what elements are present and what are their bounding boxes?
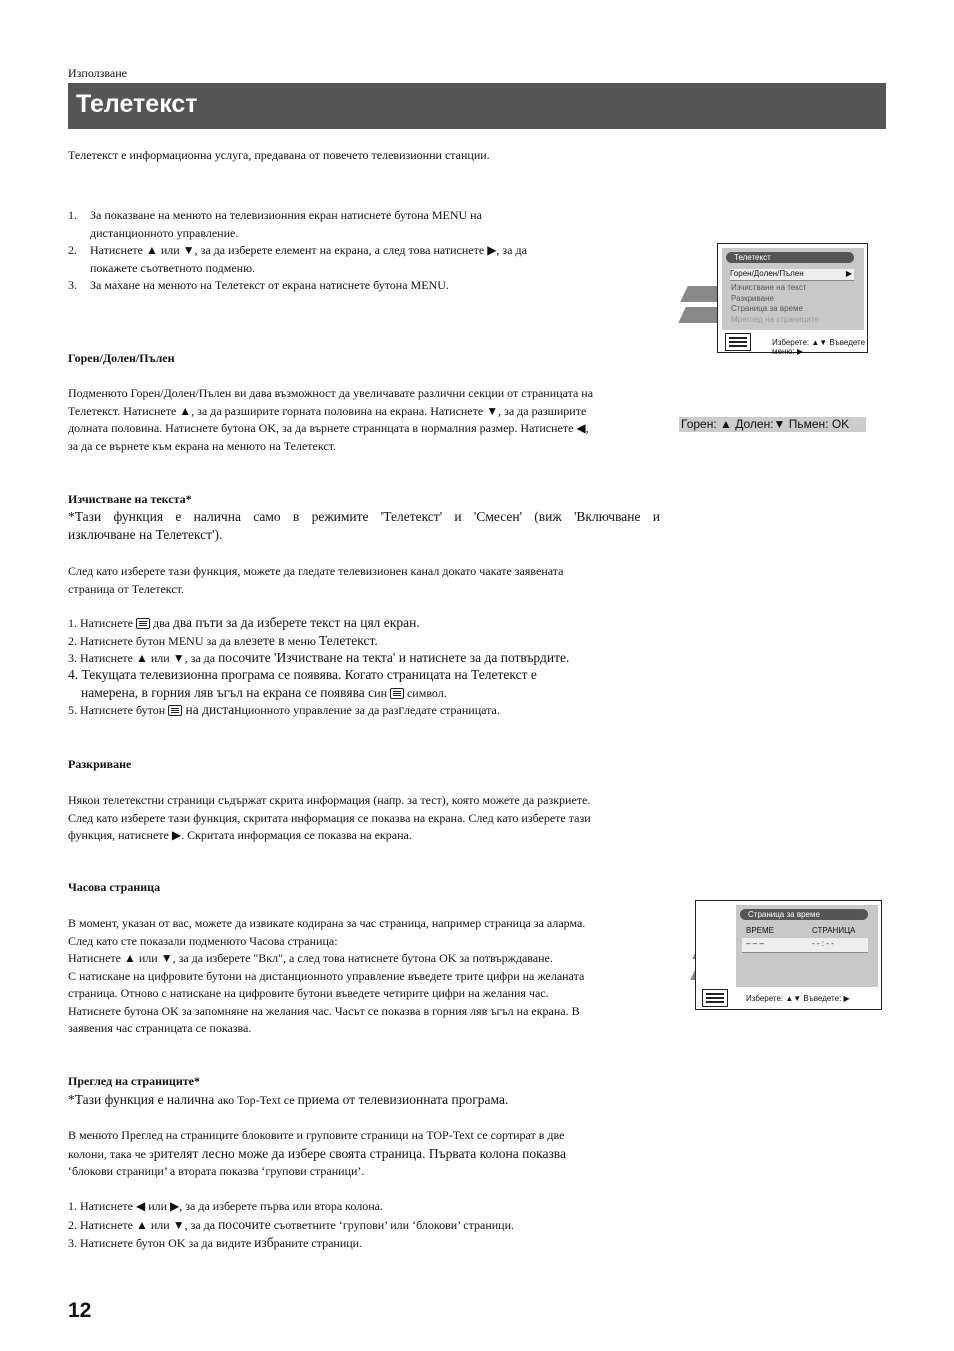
pages-note: *Тази функция е налична ако Top-Text се приема от телевизионната програма.: [68, 1092, 509, 1107]
clock-page-illustration: [690, 900, 882, 1010]
time-value: – – –: [746, 939, 764, 948]
clear-note-l1: *Тази функция е налична само в режимите 'Телетекст' и 'Смесен' (виж 'Включване и: [68, 509, 660, 524]
intro-text: Телетекст е информационна услуга, предавана от повечето телевизионни станции.: [68, 148, 490, 162]
teletext-menu: [717, 243, 868, 356]
arrow-right-icon: ▶: [845, 269, 852, 278]
page-title: Телетекст: [76, 90, 198, 118]
pages-steps: 1. Натиснете ◀ или ▶, за да изберете първа или втора колона. 2. Натиснете ▲ или ▼, за да посочите съответните ‘групови’ или ‘блокови’ страници. 3. Натиснете бутон OK за да видите избраните страници.: [68, 1199, 515, 1250]
teletext-icon: [725, 333, 751, 351]
menu-item[interactable]: Разкриване: [731, 294, 774, 303]
menu-footer: Изберете: ▲▼ Въведете: ▶: [746, 994, 850, 1003]
zoom-text: Подменюто Горен/Долен/Пълен ви дава възможност да увеличавате различни секции от страницата на Телетекст. Натиснете ▲, за да разширите горната половина на екрана. Натиснете ▼, за да разширите долната половина. Натиснете бутона OK, за да върнете страницата в нормалния размер. Натиснете ◀, за да се върнете към екрана на менюто на Телетекст.: [68, 386, 594, 453]
menu-title: Телетекст: [726, 252, 854, 263]
list-item: 2. Натиснете ▲ или ▼, за да изберете елемент на екрана, а след това натиснете ▶, за да покажете съответното подменю.: [68, 243, 527, 275]
menu-item-selected[interactable]: Горен/Долен/Пълен ▶: [730, 269, 854, 281]
clear-note-l2: изключване на Телетекст').: [68, 527, 223, 542]
heading-pages: Преглед на страниците*: [68, 1074, 200, 1088]
teletext-button-icon: [168, 705, 182, 716]
teletext-button-icon: [136, 618, 150, 629]
menu-item[interactable]: Изчистване на текст: [731, 283, 807, 292]
page-value: - - : - -: [812, 939, 834, 948]
teletext-symbol-icon: [390, 688, 404, 699]
teletext-menu-illustration: [676, 243, 868, 356]
heading-zoom: Горен/Долен/Пълен: [68, 351, 175, 365]
title-bar: [68, 83, 886, 129]
menu-item[interactable]: Страница за време: [731, 304, 803, 313]
reveal-text: Някои телетекстни страници съдържат скрита информация (напр. за тест), която можете да разкриете. След като изберете тази функция, скритата информация се показва на екрана. След като изберете тази функция, натиснете ▶. Скритата информация се показва на екрана.: [68, 793, 591, 842]
list-item: 3. За махане на менюто на Телетекст от екрана натиснете бутона MENU.: [68, 278, 449, 292]
heading-reveal: Разкриване: [68, 757, 132, 771]
page-number: 12: [68, 1299, 92, 1322]
menu-footer: Изберете: ▲▼ Въведете меню: ▶: [772, 338, 866, 356]
time-column-label: ВРЕМЕ: [746, 926, 775, 935]
clear-steps: 1. Натиснете два два пъти за да изберете текст на цял екран. 2. Натиснете бутон MENU за да влезете в меню Телетекст. 3. Натиснете ▲ или ▼, за да посочите 'Изчистване на текта' и натиснете за да потвърдите. 4. Текущата телевизионна програма се появява. Когато страницата на Телетекст е намерена, в горния ляв ъгъл на екрана се появява син символ. 5. Натиснете бутон на дистанционното управление за да разгледате страницата.: [68, 615, 570, 717]
clock-page-menu: [695, 900, 882, 1010]
teletext-icon: [702, 989, 728, 1007]
list-item: 1. За показване на менюто на телевизионния екран натиснете бутона MENU на дистанционното управление.: [68, 208, 482, 240]
menu-item[interactable]: Мреглед на страниците: [731, 315, 819, 324]
menu-steps: [68, 207, 628, 295]
zoom-status-bar: Горен: ▲ Долен:▼ Пьмен: OK: [679, 417, 866, 432]
pages-para: В менюто Преглед на страниците блоковите и груповите страници на TOP-Text се сортират в две колони, така че зрителят лесно може да избере своята страница. Първата колона показва ‘блокови страници’ а втората показва ‘групови страници’.: [68, 1128, 566, 1178]
clock-text: В момент, указан от вас, можете да извикате кодирана за час страница, например страница за аларма. След като сте показали подменюто Часова страница: Натиснете ▲ или ▼, за да изберете "Вкл", а след това натиснете бутона OK за потвърждаване. С натискане на цифровите бутони на дистанционното управление въведете трите цифри на желаната страница. Отново с натискане на цифровите бутони въведете четирите цифри на желания час. Натиснете бутона OK за запомняне на желания час. Часът се показва в горния ляв ъгъл на екрана. В заявения час страницата се показва.: [68, 916, 586, 1035]
page-column-label: СТРАНИЦА: [812, 926, 856, 935]
heading-clear: Изчистване на текста*: [68, 492, 192, 506]
section-label: Използване: [68, 66, 127, 80]
clear-para: След като изберете тази функция, можете да гледате телевизионен канал докато чакате заявената страница от Телетекст.: [68, 564, 564, 596]
menu-title: Страница за време: [740, 909, 868, 920]
heading-clock: Часова страница: [68, 880, 161, 894]
time-page-row[interactable]: [742, 938, 868, 953]
